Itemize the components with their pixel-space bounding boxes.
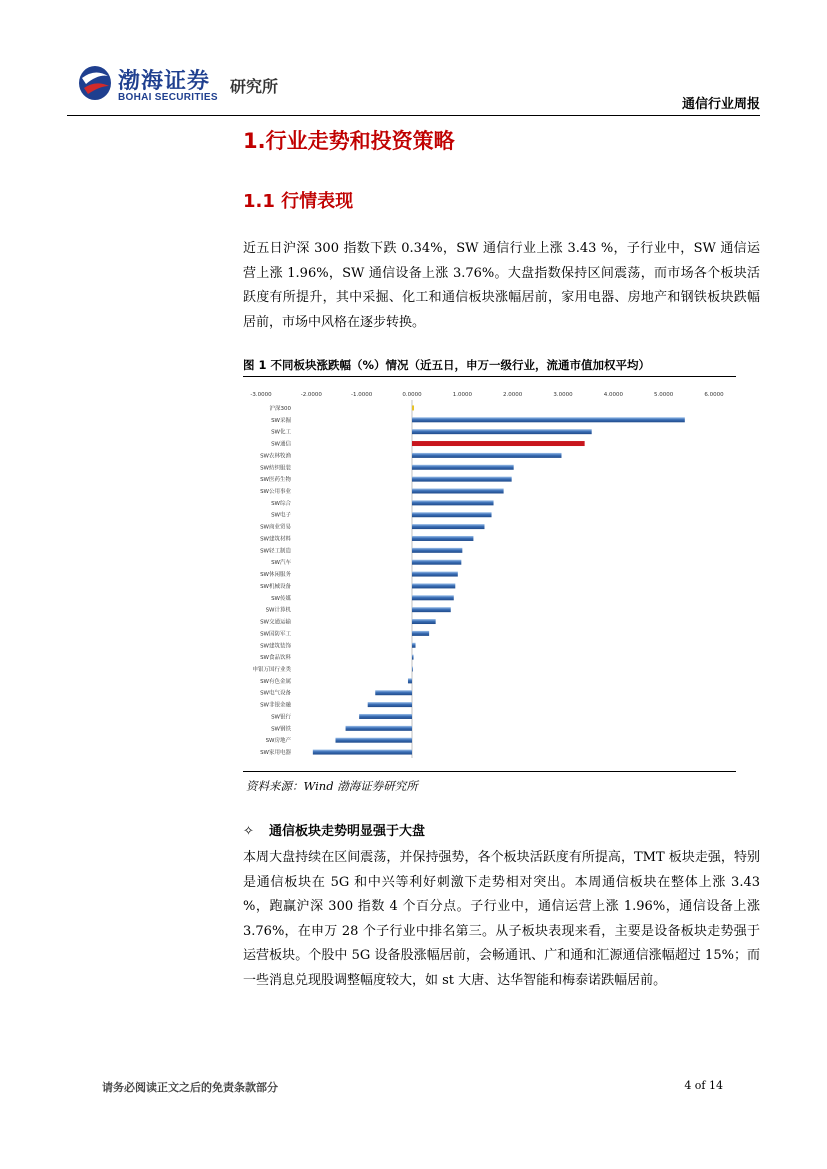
category-label: SW家用电器 (260, 750, 291, 757)
company-logo (78, 62, 308, 106)
category-label: SW食品饮料 (260, 655, 291, 662)
category-label: SW建筑材料 (260, 536, 291, 543)
bullet-heading-text: 通信板块走势明显强于大盘 (269, 824, 426, 839)
x-tick-label: 5.0000 (654, 392, 674, 398)
diamond-bullet-icon: ✧ (243, 824, 254, 839)
category-label: 申银万国行业类 (252, 667, 291, 673)
category-label: SW国防军工 (260, 631, 291, 638)
bar (412, 572, 458, 577)
x-tick-label: -3.0000 (250, 392, 272, 398)
bar (412, 607, 451, 612)
bullet-heading (243, 820, 425, 839)
bar (412, 524, 484, 529)
market-summary-paragraph: 近五日沪深 300 指数下跌 0.34%，SW 通信行业上涨 3.43 %，子行业中，SW 通信运营上涨 1.96%，SW 通信设备上涨 3.76%。大盘指数保持区间震荡，而市场各个板块活跃度有所提升，其中采掘、化工和通信板块涨幅居前，家用电器、房地产和钢铁板块跌幅居前，市场中风格在逐步转换。 (243, 241, 760, 330)
category-label: SW银行 (271, 714, 291, 721)
x-tick-label: 3.0000 (553, 392, 573, 398)
bar (412, 548, 462, 553)
bar (412, 405, 414, 410)
bohai-logo-icon (78, 64, 112, 102)
x-tick-label: -2.0000 (300, 392, 322, 398)
bar (313, 750, 412, 755)
category-label: SW休闲服务 (260, 572, 291, 579)
figure-top-rule (243, 376, 736, 377)
x-tick-label: -1.0000 (351, 392, 373, 398)
bar (412, 429, 592, 434)
category-label: SW建筑装饰 (260, 643, 291, 650)
bar (408, 678, 412, 683)
bar (412, 631, 429, 636)
figure-bottom-rule (243, 771, 736, 772)
bar (412, 583, 455, 588)
logo-english-name: BOHAI SECURITIES (118, 92, 218, 103)
x-tick-label: 0.0000 (402, 392, 422, 398)
bar (412, 465, 514, 470)
bar (412, 512, 492, 517)
x-tick-label: 1.0000 (452, 392, 472, 398)
bar (412, 643, 416, 648)
category-label: SW化工 (271, 429, 291, 436)
category-label: SW采掘 (271, 417, 291, 424)
bar (346, 726, 412, 731)
bar (412, 453, 561, 458)
sector-performance-chart (243, 386, 736, 770)
bar (412, 595, 454, 600)
category-label: SW钢铁 (271, 726, 291, 733)
report-type: 通信行业周报 (681, 97, 760, 112)
logo-department: 研究所 (230, 77, 279, 96)
category-label: SW纺织服装 (260, 465, 291, 472)
bar (412, 477, 512, 482)
header-divider (67, 115, 760, 116)
logo-chinese-name: 渤海证券 (118, 69, 211, 94)
category-label: SW交通运输 (260, 619, 291, 626)
page-number: 4 of 14 (684, 1079, 723, 1092)
subsection-heading: 1.1 行情表现 (243, 191, 354, 212)
category-label: SW商业贸易 (260, 524, 291, 531)
category-label: SW汽车 (271, 560, 291, 567)
category-label: SW电子 (271, 512, 291, 519)
bar (412, 619, 436, 624)
figure-title: 图 1 不同板块涨跌幅（%）情况（近五日，申万一级行业，流通市值加权平均） (243, 358, 651, 372)
category-label: SW通信 (271, 441, 291, 448)
bar (412, 536, 473, 541)
category-label: SW电气设备 (260, 690, 291, 697)
bar (412, 667, 413, 672)
disclaimer-note: 请务必阅读正文之后的免责条款部分 (102, 1081, 278, 1094)
category-label: SW公用事业 (260, 489, 291, 495)
category-label: SW有色金属 (260, 678, 291, 685)
category-label: 沪深300 (269, 405, 291, 412)
category-label: SW非银金融 (260, 702, 291, 709)
x-tick-label: 2.0000 (503, 392, 523, 398)
bar (375, 690, 412, 695)
figure-source: 资料来源：Wind 渤海证券研究所 (246, 779, 418, 793)
category-label: SW综合 (271, 500, 291, 507)
bar (412, 500, 494, 505)
category-label: SW计算机 (265, 607, 291, 614)
category-label: SW机械设备 (260, 583, 291, 590)
category-label: SW传媒 (271, 595, 291, 602)
category-label: SW房地产 (265, 738, 291, 745)
bar (412, 417, 685, 422)
bar (359, 714, 412, 719)
bar (335, 738, 412, 743)
bar (368, 702, 412, 707)
category-label: SW农林牧渔 (260, 453, 291, 460)
bar (412, 655, 414, 660)
x-tick-label: 6.0000 (704, 392, 724, 398)
bar (412, 489, 504, 494)
x-tick-label: 4.0000 (603, 392, 623, 398)
bar (412, 560, 461, 565)
category-label: SW医药生物 (260, 477, 291, 484)
bar (412, 441, 585, 446)
sector-analysis-paragraph: 本周大盘持续在区间震荡，并保持强势，各个板块活跃度有所提高，TMT 板块走强，特别是通信板块在 5G 和中兴等利好刺激下走势相对突出。本周通信板块在整体上涨 3.43 %，跑赢沪深 300 指数 4 个百分点。子行业中，通信运营上涨 1.96%，通信设备上涨 3.76%，在申万 28 个子行业中排名第三。从子板块表现来看，主要是设备板块走势强于运营板块。个股中 5G 设备股涨幅居前，会畅通讯、广和通和汇源通信涨幅超过 15%；而一些消息兑现股调整幅度较大，如 st 大唐、达华智能和梅泰诺跌幅居前。 (243, 850, 760, 988)
category-label: SW轻工制造 (260, 548, 291, 555)
section-heading: 1.行业走势和投资策略 (243, 129, 455, 153)
